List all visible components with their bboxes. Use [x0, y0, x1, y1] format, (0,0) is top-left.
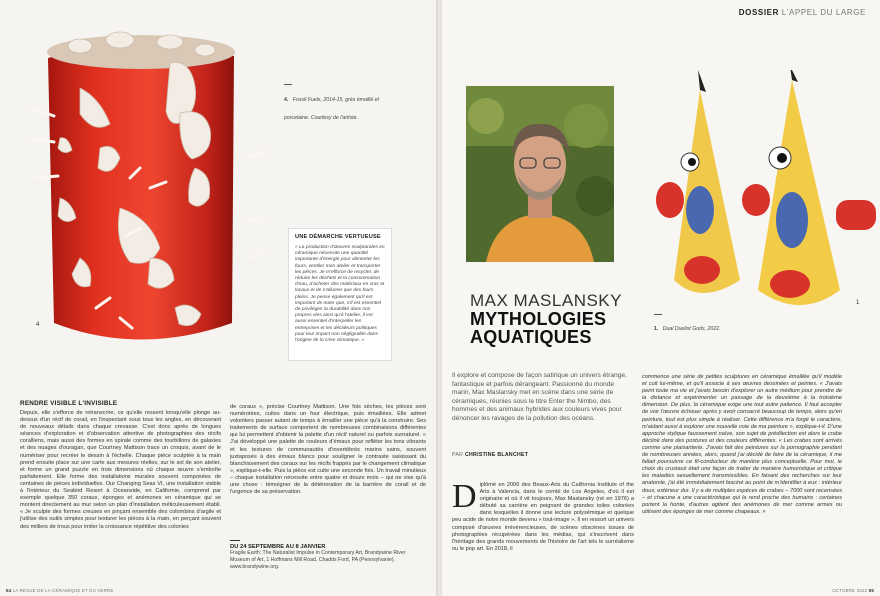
byline — [452, 452, 528, 458]
caption-rule — [654, 314, 662, 315]
caption-text: Dual Duelist Gods, 2022. — [662, 326, 721, 332]
right-page — [442, 0, 880, 596]
right-folio: 55 — [868, 588, 874, 593]
section-header — [739, 8, 866, 17]
sculpture-photo-fossil-fuels — [20, 18, 270, 363]
left-footer-text: LA REVUE DE LA CÉRAMIQUE ET DU VERRE — [12, 588, 114, 593]
left-footer — [6, 588, 114, 593]
right-footer-text: OCTOBRE 2022 — [832, 588, 868, 593]
caption-number: 4. — [284, 97, 289, 103]
caption-4 — [284, 84, 384, 124]
left-column-2: de coraux », précise Courtney Mattison. Une fois sèches, les pièces sont numérotées, cuites dans un four électrique, puis émaillées. Elle admet volontiers passer autant de temps à émailler une pièce qu'à la construire. Ses traitements de surface comportent de nombreuses combinaisons différentes qui lui permettent d'obtenir la palette d'un récif naturel ou parfois surnaturel. « J'ai développé une palette de couleurs d'émaux pour refléter les tons vibrants et les textures de communautés d'invertébrés marins sains, souvent juxtaposés à des émaux blancs pour souligner le contraste saisissant du blanchissement des coraux sur les récifs frappés par le changement climatique », explique-t-elle. Puis la pièce est cuite une seconde fois. Un travail minutieux – chaque installation nécessite entre quatre et douze mois – qui ne vise qu'à une chose : témoigner de la détérioration de la barrière de corail et de l'urgence de sa préservation. — [230, 404, 426, 496]
drop-cap: D — [452, 482, 477, 515]
exhibition-info — [230, 540, 426, 570]
left-column-1: Depuis, elle s'efforce de retranscrire, ce qu'elle ressent lorsqu'elle plonge au-dessus d'un récif de corail, en l'inspectant sous tous les angles, en découvrant de nouveaux détails dans chaque crevasse. C'est donc après de longues séances d'exploration et d'observation attentive de photographies des récifs coralliens, mais aussi des formes en spirale comme des tourbillons de galaxies et des nuages d'ouragan, que Courtney Mattison trace un croquis, avant de le numériser pour recréer le dessin à l'échelle. Chaque pièce sculptée à la main prend ensuite place sur une carte aux mesures réelles, sur le sol de son atelier, et forme un grand puzzle en trois dimensions où chaque œuvre s'emboîte parfaitement. Elle forme des installations murales souvent composées de centaines de pièces individuelles. Our Changing Seas VI, une installation visible à l'intérieur du Seabird Resort à Oceanside, en Californie, comprend par exemple quelque 350 coraux, éponges et anémones en céramique qui se montent directement au mur selon un plan d'installation méticuleusement établi. « Je sculpte des formes creuses en pinçant ensemble des colombins d'argile et j'utilise des outils simples pour texturer les pièces à la main, en perçant souvent des milliers de trous pour imiter la croissance répétitive des colonies — [20, 410, 221, 530]
article-title-line-2: MYTHOLOGIES — [470, 309, 607, 329]
ceramic-photo-dual-duelist-gods — [640, 70, 880, 326]
header-dossier: DOSSIER — [738, 8, 779, 17]
section-title: RENDRE VISIBLE L'INVISIBLE — [20, 400, 118, 407]
portrait-photo — [466, 86, 614, 262]
caption-rule — [284, 84, 292, 85]
left-page — [0, 0, 438, 596]
left-folio: 54 — [6, 588, 12, 593]
right-column-2: commence une série de petites sculptures en céramique émaillée qu'il modèle et cuit lui-même, et qu'il associe à ses œuvres dessinées et peintes. « J'avais peint toute ma vie et j'avais besoin d'explorer un autre médium pour prendre de la distance et expérimenter un passage de la deuxième à la troisième dimension. De plus, la céramique exige une tout autre patience. Il faut accepter de voir l'œuvre échouer après y avoir consacré beaucoup de temps, alors qu'en peinture, tout est plus simple à réaliser. Cette différence m'a forgé le caractère, m'aidant aussi à explorer une nouvelle voie de ma peinture », explique-t-il. D'une approche stylique faussement naïve, son sujet de prédilection est alors le crabe décliné dans des postures et des couleurs différentes. « Les crabes sont arrivés comme une plaisanterie. J'avais fait des peintures sur la pornographie pendant de nombreuses années, alors, quand j'ai décidé de faire de la céramique, il me fallait poursuivre ce fil-conducteur de manière plus conceptuelle. Pour moi, le choix du crustacé était une façon de traiter de manière humoristique et critique les maladies sexuellement transmissibles. En faisant des recherches sur leur anatomie, j'ai été immédiatement fasciné au point de m'identifier à eux : intérieur doux, extérieur dur. Il y a de multiples espèces de crabes – 7000 sont recensées – et chacune a une caractéristique qui la rend proche des humains : certaines portent la honte, d'autres agitent des anémones de mer comme armes ou utilisent des éponges de mer comme chapeaux. » — [642, 374, 842, 515]
box-title: UNE DÉMARCHE VERTUEUSE — [295, 234, 381, 240]
caption-number: 1. — [654, 326, 659, 332]
header-section: L'APPEL DU LARGE — [781, 8, 866, 17]
right-column-1 — [452, 482, 634, 586]
caption-text: Fossil Fuels, 2014-15, grès émaillé et porcelaine. Courtesy de l'artiste. — [284, 97, 379, 121]
article-title-line-3: AQUATIQUES — [470, 327, 592, 347]
sidebar-box — [288, 228, 392, 361]
image-number: 4 — [36, 322, 40, 328]
byline-author: CHRISTINE BLANCHET — [464, 452, 529, 458]
exhibition-details: Fragile Earth: The Naturalist Impulse in Contemporary Art, Brandywine River Museum of Art, 1 Hoffmans Mill Road, Chadds Ford, PA (Pennsylvanie). www.brandywine.org. — [230, 550, 406, 570]
image-number: 1 — [856, 300, 860, 306]
right-footer — [832, 588, 874, 593]
caption-1 — [654, 314, 774, 335]
right-column-1-text: iplômé en 2006 des Beaux-Arts du California Institute of the Arts à Valencia, dans le comté de Los Angeles, d'où il est originaire et où il vit toujours, Max Maslansky (né en 1976) a débuté sa carrière en peignant de grandes toiles colorées dans lesquelles il donne une lecture polysémique et quelque peu acide de notre monde devenu « tout-image ». Il en ressort un univers composé d'œuvres irrévérencieuses, de scènes obscènes issues de photographies récupérées dans les médias, qui s'inscrivent dans l'héritage des grands mouvements de l'histoire de l'art tels le surréalisme ou le pop art. En 2018, il — [452, 482, 634, 552]
article-standfirst: Il explore et compose de façon satirique un univers étrange, fantastique et parfois dérangeant. Passionné du monde marin, Max Maslansky met en scène dans une série de céramiques, réunies sous le titre Enter the Nimbo, des hommes et des animaux hybrides aux couleurs vives pour dénoncer les ravages de la pollution des océans. — [452, 372, 627, 422]
article-title-name: MAX MASLANSKY — [470, 291, 622, 310]
info-rule — [230, 540, 240, 541]
box-text: « La production d'œuvres sculpturales en céramique nécessite une quantité importante d'énergie pour alimenter les fours, ventiler mon atelier et transporter les pièces. Je m'efforce de recycler, de réduire les déchets et la consommation d'eau, d'acheter des matériaux en vrac et locaux et de n'allumer que des fours pleins. Je pense également qu'il est important de noter que, s'il est essentiel de privilégier la durabilité dans nos propres vies ainsi qu'à l'atelier, il est aussi essentiel d'interpeller les entreprises et les décideurs politiques pour leur impact non négligeable dans l'origine de la crise climatique. » — [295, 245, 385, 344]
exhibition-dates: DU 24 SEPTEMBRE AU 8 JANVIER — [230, 544, 326, 550]
byline-prefix: PAR — [452, 452, 464, 458]
